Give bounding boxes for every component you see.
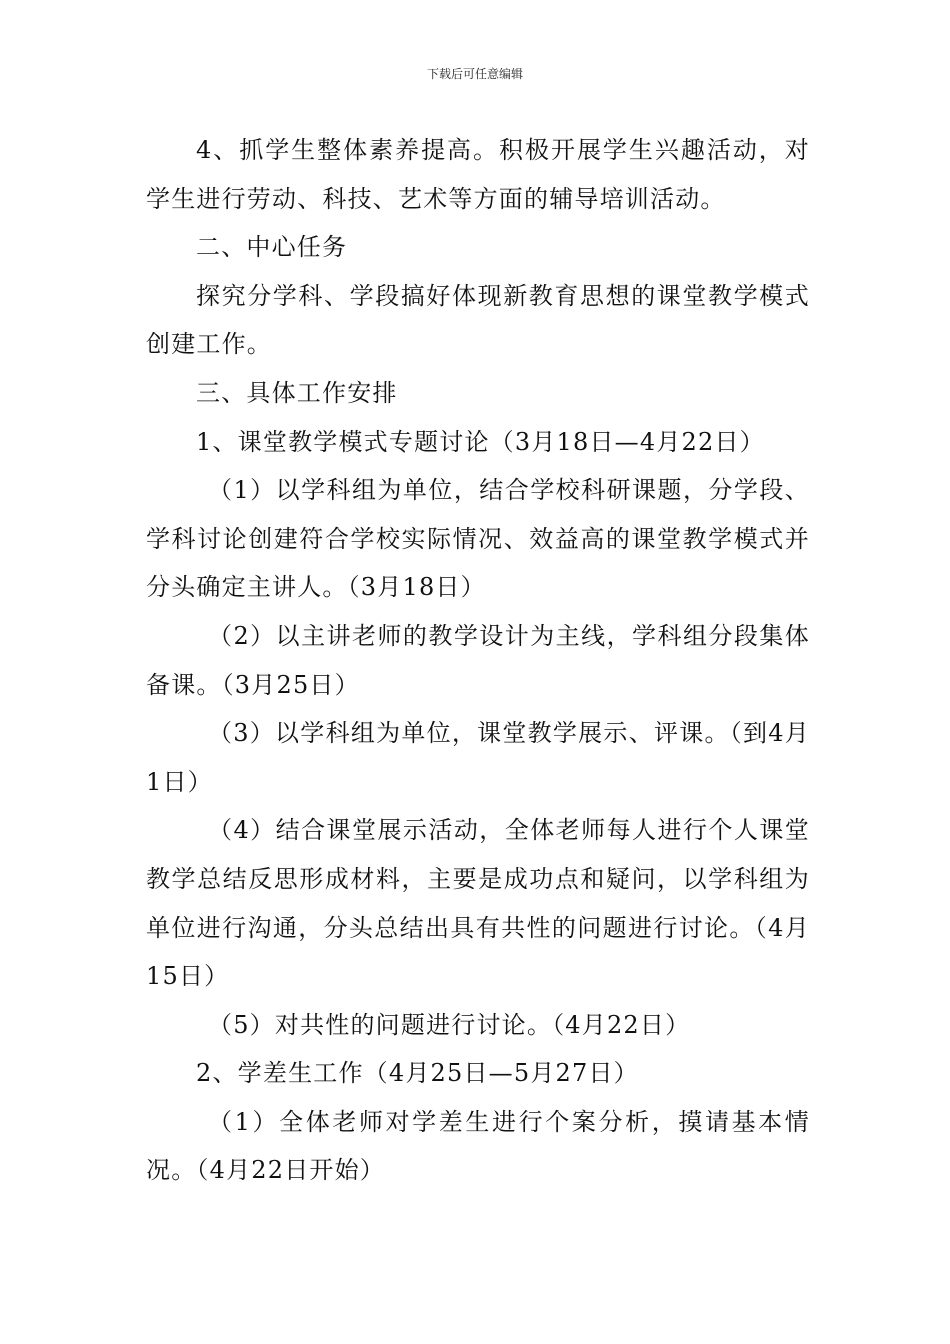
list-item-4: （4）结合课堂展示活动，全体老师每人进行个人课堂教学总结反思形成材料，主要是成功点和疑问，以学科组为单位进行沟通，分头总结出具有共性的问题进行讨论。（4月15日） — [146, 816, 810, 991]
list-item-struggling-1: （1）全体老师对学差生进行个案分析，摸请基本情况。（4月22日开始） — [146, 1107, 810, 1185]
list-item-1: （1）以学科组为单位，结合学校科研课题，分学段、学科讨论创建符合学校实际情况、效益高的课堂教学模式并分头确定主讲人。（3月18日） — [146, 476, 810, 602]
section-heading-work-arrangement: 三、具体工作安排 — [196, 378, 398, 407]
document-body — [146, 126, 810, 1195]
subheading-struggling-students: 2、学差生工作（4月25日—5月27日） — [196, 1059, 639, 1088]
list-item-3: （3）以学科组为单位，课堂教学展示、评课。（到4月1日） — [146, 719, 810, 796]
list-item-5: （5）对共性的问题进行讨论。（4月22日） — [208, 1010, 691, 1039]
list-item-2: （2）以主讲老师的教学设计为主线，学科组分段集体备课。（3月25日） — [146, 621, 810, 699]
paragraph-central-task: 探究分学科、学段搞好体现新教育思想的课堂教学模式创建工作。 — [146, 281, 810, 359]
subheading-teaching-model-discussion: 1、课堂教学模式专题讨论（3月18日—4月22日） — [196, 427, 765, 456]
paragraph-item-4: 4、抓学生整体素养提高。积极开展学生兴趣活动，对学生进行劳动、科技、艺术等方面的辅导培训活动。 — [146, 136, 810, 213]
page-header: 下载后可任意编辑 — [426, 67, 523, 81]
section-heading-central-task: 二、中心任务 — [196, 233, 348, 262]
